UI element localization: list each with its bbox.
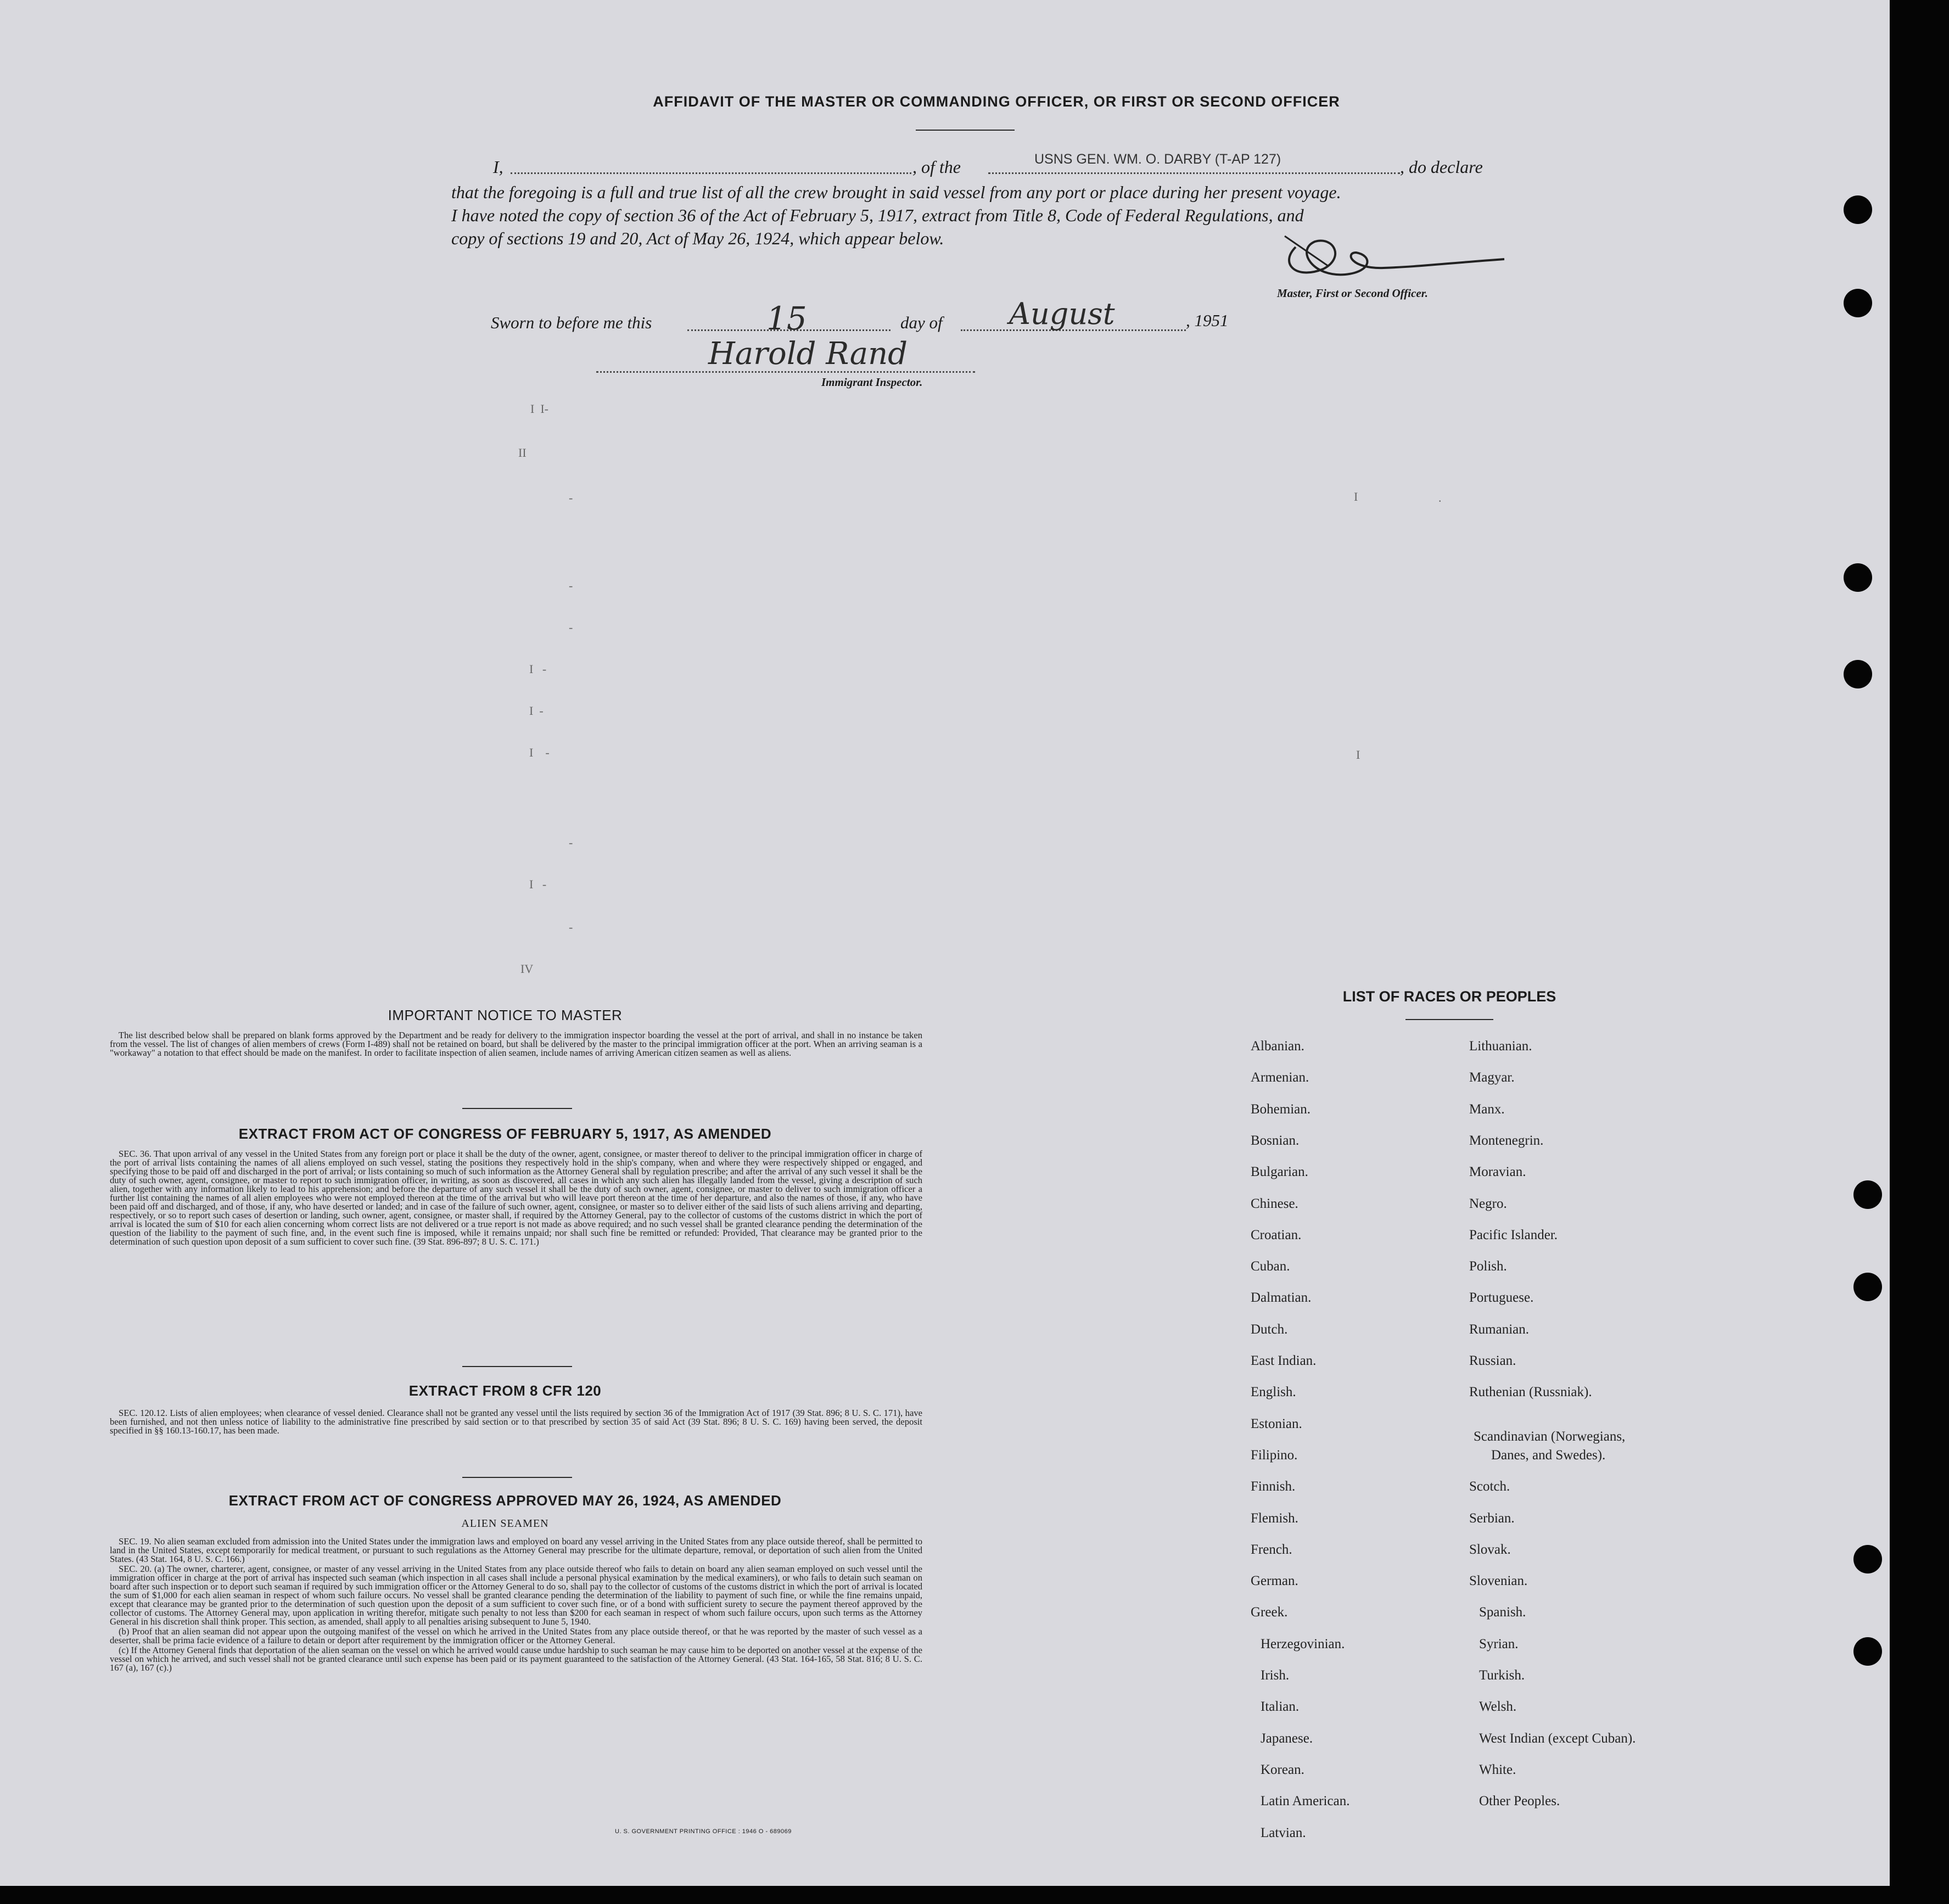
race-item: Scotch. (1469, 1479, 1510, 1494)
race-item: Japanese. (1261, 1731, 1313, 1746)
race-item: Bosnian. (1251, 1133, 1300, 1148)
race-item: Danes, and Swedes). (1491, 1448, 1606, 1463)
affidavit-title: AFFIDAVIT OF THE MASTER OR COMMANDING OFFICER, OR FIRST OR SECOND OFFICER (653, 93, 1340, 110)
punch-hole (1853, 1180, 1882, 1209)
race-item: Chinese. (1251, 1196, 1298, 1211)
race-item: Korean. (1261, 1762, 1304, 1777)
races-divider (1405, 1019, 1493, 1020)
race-item: Magyar. (1469, 1070, 1515, 1085)
vessel-name: USNS GEN. WM. O. DARBY (T-AP 127) (1034, 152, 1281, 167)
race-item: Spanish. (1479, 1605, 1526, 1620)
race-item: Bohemian. (1251, 1102, 1311, 1117)
punch-hole (1844, 195, 1872, 224)
stray-mark: - (569, 579, 573, 592)
race-item: Portuguese. (1469, 1290, 1534, 1305)
stray-mark: I - (529, 704, 544, 718)
race-item: Finnish. (1251, 1479, 1296, 1494)
race-item: Dutch. (1251, 1322, 1288, 1337)
stray-mark: I - (529, 877, 547, 891)
race-item: Estonian. (1251, 1416, 1302, 1431)
punch-hole (1844, 660, 1872, 688)
race-item: Croatian. (1251, 1228, 1302, 1242)
stray-mark: I (1356, 748, 1360, 761)
year-value: , 1951 (1186, 311, 1229, 330)
printing-office-imprint: U. S. GOVERNMENT PRINTING OFFICE : 1946 O - 689069 (615, 1828, 792, 1835)
name-blank-line (511, 172, 911, 174)
stray-mark: I I- (530, 402, 548, 416)
race-item: Filipino. (1251, 1448, 1298, 1463)
stray-mark: - (569, 491, 573, 505)
inspector-blank-line (596, 371, 975, 373)
race-item: Flemish. (1251, 1511, 1298, 1526)
extract-1917-title: EXTRACT FROM ACT OF CONGRESS OF FEBRUARY 5, 1917, AS AMENDED (238, 1125, 772, 1142)
race-item: Bulgarian. (1251, 1164, 1308, 1179)
race-item: Montenegrin. (1469, 1133, 1544, 1148)
race-item: Negro. (1469, 1196, 1507, 1211)
extract-1924-title: EXTRACT FROM ACT OF CONGRESS APPROVED MAY 26, 1924, AS AMENDED (228, 1492, 782, 1509)
affidavit-of-the: , of the (912, 157, 961, 177)
race-item: Latin American. (1261, 1794, 1350, 1808)
inspector-signature: Harold Rand (708, 336, 908, 372)
affidavit-line-2: that the foregoing is a full and true list of all the crew brought in said vessel from any port or place during her present voyage. (451, 182, 1341, 202)
punch-hole (1844, 563, 1872, 592)
day-value: 15 (766, 300, 807, 337)
race-item: Dalmatian. (1251, 1290, 1312, 1305)
race-item: Albanian. (1251, 1039, 1304, 1054)
race-item: Manx. (1469, 1102, 1505, 1117)
affidavit-i: I, (493, 157, 503, 177)
race-item: Russian. (1469, 1353, 1516, 1368)
sec-19-text: SEC. 19. No alien seaman excluded from admission into the United States under the immigration laws and employed on board any vessel arriving in the United States from any place outside thereof, shall be permitted to land in the United States, except temporarily for medical treatment, or pursuant to such regulations as the Attorney General may prescribe for the ultimate departure, removal, or deportation of such alien from the United States. (43 Stat. 164, 8 U. S. C. 166.) (110, 1536, 922, 1564)
sec-20b-text: (b) Proof that an alien seaman did not appear upon the outgoing manifest of the vessel on which he arrived in the United States from any place outside thereof, or that he was reported by the master of such vessel as a deserter, shall be prima facie evidence of a failure to detain or deport after requirement by the immigration officer or the Attorney General. (110, 1626, 922, 1645)
stray-mark: II (518, 446, 527, 460)
extract-8cfr-text: SEC. 120.12. Lists of alien employees; when clearance of vessel denied. Clearance shall not be granted any vessel until the lists required by section 36 of the Immigration Act of 1917 (39 Stat. 896; 8 U. S. C. 171), have been furnished, and not then unless notice of liability to the administrative fine prescribed by said section or to that prescribed by section 35 of said Act (39 Stat. 896; 8 U. S. C. 169) having been served, the deposit specified in §§ 160.13-160.17, has been made. (110, 1408, 922, 1436)
alien-seamen-subtitle: ALIEN SEAMEN (461, 1517, 549, 1530)
sec-20a-text: SEC. 20. (a) The owner, charterer, agent, consignee, or master of any vessel arriving in the United States from any place outside thereof who fails to detain on board any alien seaman employed on such vessel until the immigration officer in charge at the port of arrival has inspected such seaman (which inspection in all cases shall include a personal physical examination by the medical examiners), or who fails to detain such seaman on board after such inspection or to deport such seaman if required by such immigration officer or the Attorney General to do so, shall pay to the collector of customs of the customs district in which the port of arrival is located the sum of $1,000 for each alien seaman in respect of whom such failure occurs. No vessel shall be granted clearance pending the determination of the liability to payment of such fine, or while the fine remains unpaid, except that clearance may be granted prior to the determination of such question upon the deposit of a sum sufficient to cover such fine, or of a bond with sufficient surety to secure the payment thereof approved by the collector of customs. The Attorney General may, upon application in writing therefor, mitigate such penalty to not less than $200 for each seaman in respect of whom such failure occurs, upon such terms as the Attorney General in his discretion shall think proper. This section, as amended, shall apply to all penalties arising subsequent to June 5, 1940. (110, 1564, 922, 1627)
stray-mark: I - (529, 746, 550, 759)
race-item: Latvian. (1261, 1825, 1306, 1840)
affidavit-line-4: copy of sections 19 and 20, Act of May 26, 1924, which appear below. (451, 228, 944, 248)
race-item: French. (1251, 1542, 1292, 1557)
race-item: East Indian. (1251, 1353, 1317, 1368)
extract-8cfr-title: EXTRACT FROM 8 CFR 120 (408, 1382, 602, 1399)
extract-1924-text (110, 1537, 922, 1673)
race-item: Lithuanian. (1469, 1039, 1532, 1054)
master-signature (1263, 225, 1521, 285)
race-item: Armenian. (1251, 1070, 1309, 1085)
affidavit-line-3: I have noted the copy of section 36 of the Act of February 5, 1917, extract from Title 8, Code of Federal Regulations, and (451, 205, 1304, 225)
vessel-blank-line (988, 172, 1400, 174)
punch-hole (1844, 289, 1872, 317)
race-item: Pacific Islander. (1469, 1228, 1558, 1242)
race-item: Welsh. (1479, 1699, 1517, 1714)
race-item: Ruthenian (Russniak). (1469, 1385, 1592, 1399)
stray-mark: - (569, 920, 573, 934)
stray-mark: IV (520, 962, 534, 976)
race-item: Slovak. (1469, 1542, 1511, 1557)
race-item: Serbian. (1469, 1511, 1515, 1526)
stray-mark: . (1438, 491, 1442, 505)
race-item: Italian. (1261, 1699, 1300, 1714)
notice-title: IMPORTANT NOTICE TO MASTER (388, 1007, 623, 1023)
notice-text: The list described below shall be prepared on blank forms approved by the Department and be ready for delivery to the immigration inspector boarding the vessel at the port of arrival, and shall in no instance be taken from the vessel. The list of changes of alien members of crews (Form I-489) shall not be retained on board, but shall be delivered by the master to the principal immigration officer at the port. When an arriving seaman is a "workaway" a notation to that effect should be made on the manifest. In order to facilitate inspection of alien seamen, include names of arriving American citizen seamen as well as aliens. (110, 1030, 922, 1058)
race-item: Scandinavian (Norwegians, (1474, 1429, 1626, 1444)
race-item: Rumanian. (1469, 1322, 1530, 1337)
stray-mark: - (569, 620, 573, 634)
month-value: August (1009, 296, 1115, 331)
race-item: Greek. (1251, 1605, 1288, 1620)
race-item: Cuban. (1251, 1259, 1290, 1274)
race-item: Slovenian. (1469, 1573, 1528, 1588)
section-divider (462, 1108, 572, 1109)
section-divider (462, 1477, 572, 1478)
stray-mark: I (1354, 490, 1358, 503)
master-label: Master, First or Second Officer. (1277, 287, 1428, 300)
affidavit-declare: , do declare (1400, 157, 1483, 177)
extract-1917-text: SEC. 36. That upon arrival of any vessel in the United States from any foreign port or place it shall be the duty of the owner, agent, consignee, or master thereof to deliver to the principal immigration officer in charge of the port of arrival lists containing the names of all aliens employed on such vessel, stating the positions they respectively hold in the ship's company, when and where they were respectively shipped or engaged, and specifying those to be paid off and discharged in the port of arrival; or lists containing so much of such information as the Attorney General shall by regulation prescribe; and after the arrival of any such vessel it shall be the duty of such owner, agent, consignee, or master to report to such immigration officer, in writing, as soon as discovered, all cases in which any such alien has illegally landed from the vessel, giving a description of such alien, together with any information likely to lead to his apprehension; and before the departure of any such vessel it shall be the duty of such owner, agent, consignee, or master to deliver to such immigration officer a further list containing the names of all alien employees who were not employed thereon at the time of the arrival but who will leave port thereon at the time of her departure, and also the names of those, if any, who have been paid off and discharged, and of those, if any, who have deserted or landed; and in case of the failure of such owner, agent, consignee, or master so to deliver either of the said lists of such aliens arriving and departing, respectively, or so to report such cases of desertion or landing, such owner, agent, consignee, or master shall, if required by the Attorney General, pay to the collector of customs of the customs district in which the port of arrival is located the sum of $10 for each alien concerning whom correct lists are not delivered or a true report is not made as above required; and no such vessel shall be granted clearance pending the determination of the question of the liability to the payment of such fine, and, in the event such fine is imposed, while it remains unpaid; nor shall such fine be remitted or refunded: Provided, That clearance may be granted prior to the determination of such question upon deposit of a sum sufficient to cover such fine. (39 Stat. 896-897; 8 U. S. C. 171.) (110, 1149, 922, 1247)
race-item: Polish. (1469, 1259, 1507, 1274)
race-item: Herzegovinian. (1261, 1637, 1345, 1651)
title-divider (916, 130, 1015, 131)
race-item: English. (1251, 1385, 1296, 1399)
race-item: West Indian (except Cuban). (1479, 1731, 1636, 1746)
race-item: German. (1251, 1573, 1298, 1588)
stray-mark: I - (529, 662, 547, 676)
stray-mark: - (569, 836, 573, 849)
punch-hole (1853, 1273, 1882, 1301)
race-item: Turkish. (1479, 1668, 1525, 1683)
race-item: Irish. (1261, 1668, 1290, 1683)
inspector-label: Immigrant Inspector. (821, 376, 923, 389)
punch-hole (1853, 1637, 1882, 1666)
race-item: Syrian. (1479, 1637, 1519, 1651)
sworn-label: Sworn to before me this (491, 313, 652, 332)
punch-hole (1853, 1545, 1882, 1573)
races-title: LIST OF RACES OR PEOPLES (1342, 988, 1556, 1005)
race-item: Moravian. (1469, 1164, 1526, 1179)
race-item: Other Peoples. (1479, 1794, 1560, 1808)
race-item: White. (1479, 1762, 1516, 1777)
section-divider (462, 1366, 572, 1367)
day-of-label: day of (900, 313, 943, 332)
sec-20c-text: (c) If the Attorney General finds that deportation of the alien seaman on the vessel on which he arrived would cause undue hardship to such seaman he may cause him to be deported on another vessel at the expense of the vessel on which he arrived, and such vessel shall not be granted clearance until such expense has been paid or its payment guaranteed to the satisfaction of the Attorney General. (43 Stat. 164-165, 58 Stat. 816; 8 U. S. C. 167 (a), 167 (c).) (110, 1645, 922, 1673)
